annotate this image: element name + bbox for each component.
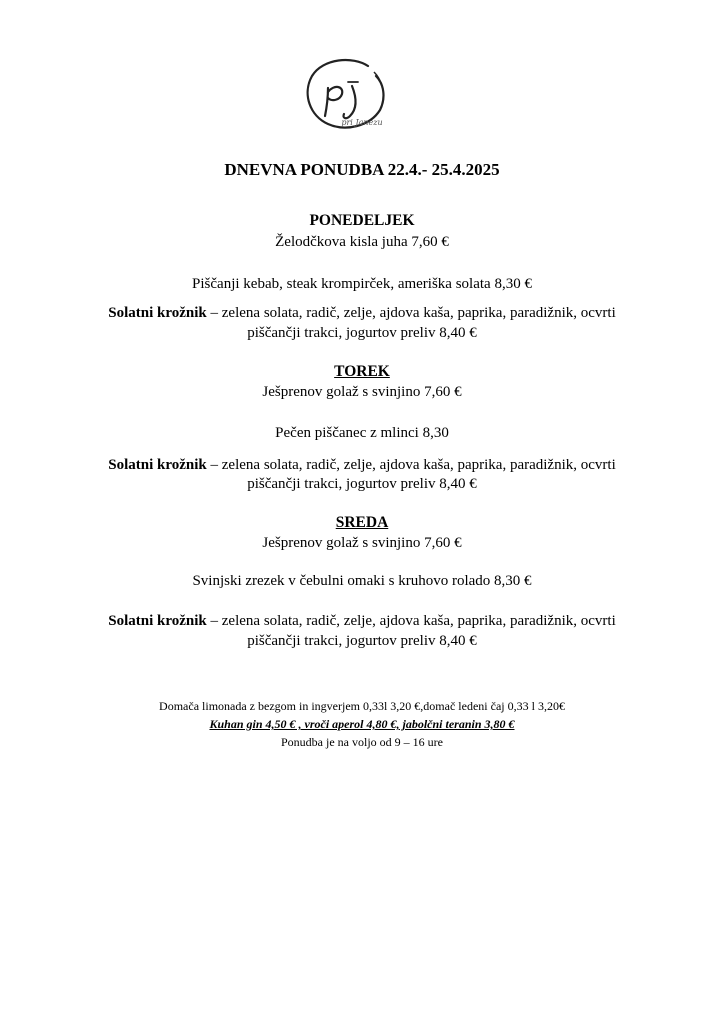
day-heading-tuesday-label: TOREK — [334, 363, 390, 380]
footer-hours: Ponudba je na voljo od 9 – 16 ure — [281, 735, 443, 749]
tuesday-salad-desc-1: – zelena solata, radič, zelje, ajdova kaša, paprika, paradižnik, ocvrti — [206, 457, 616, 473]
day-heading-wednesday-label: SREDA — [335, 514, 389, 531]
monday-soup: Želodčkova kisla juha 7,60 € — [275, 234, 449, 250]
monday-salad-name: Solatni krožnik — [108, 305, 207, 321]
page-title: DNEVNA PONUDBA 22.4.- 25.4.2025 — [224, 160, 500, 179]
day-heading-wednesday — [0, 514, 724, 532]
day-heading-tuesday — [0, 363, 724, 381]
tuesday-salad-desc-2: piščančji trakci, jogurtov preliv 8,40 € — [247, 476, 477, 492]
tuesday-salad-line-1 — [0, 455, 724, 475]
footer-alcohol: Kuhan gin 4,50 € , vroči aperol 4,80 €, jabolčni teranin 3,80 € — [209, 717, 515, 731]
monday-salad-line-1 — [0, 303, 724, 323]
monday-salad-desc-2: piščančji trakci, jogurtov preliv 8,40 € — [247, 325, 477, 341]
monday-main: Piščanji kebab, steak krompirček, ameriška solata 8,30 € — [192, 276, 532, 292]
wednesday-salad-desc-2: piščančji trakci, jogurtov preliv 8,40 € — [247, 633, 477, 649]
logo-script-text: pri Janezu — [341, 118, 383, 127]
wednesday-salad-desc-1: – zelena solata, radič, zelje, ajdova kaša, paprika, paradižnik, ocvrti — [206, 613, 616, 629]
monday-salad-desc-1: – zelena solata, radič, zelje, ajdova kaša, paprika, paradižnik, ocvrti — [206, 305, 616, 321]
tuesday-main: Pečen piščanec z mlinci 8,30 — [275, 425, 449, 441]
wednesday-main: Svinjski zrezek v čebulni omaki s kruhovo rolado 8,30 € — [192, 573, 532, 589]
wednesday-salad-line-1 — [0, 611, 724, 631]
wednesday-soup: Ješprenov golaž s svinjino 7,60 € — [262, 535, 462, 551]
restaurant-logo — [298, 52, 398, 142]
tuesday-salad-name: Solatni krožnik — [108, 457, 207, 473]
wednesday-salad-name: Solatni krožnik — [108, 613, 207, 629]
footer-drinks: Domača limonada z bezgom in ingverjem 0,33l 3,20 €,domač ledeni čaj 0,33 l 3,20€ — [159, 699, 565, 713]
tuesday-soup: Ješprenov golaž s svinjino 7,60 € — [262, 384, 462, 400]
day-heading-monday: PONEDELJEK — [309, 212, 415, 229]
